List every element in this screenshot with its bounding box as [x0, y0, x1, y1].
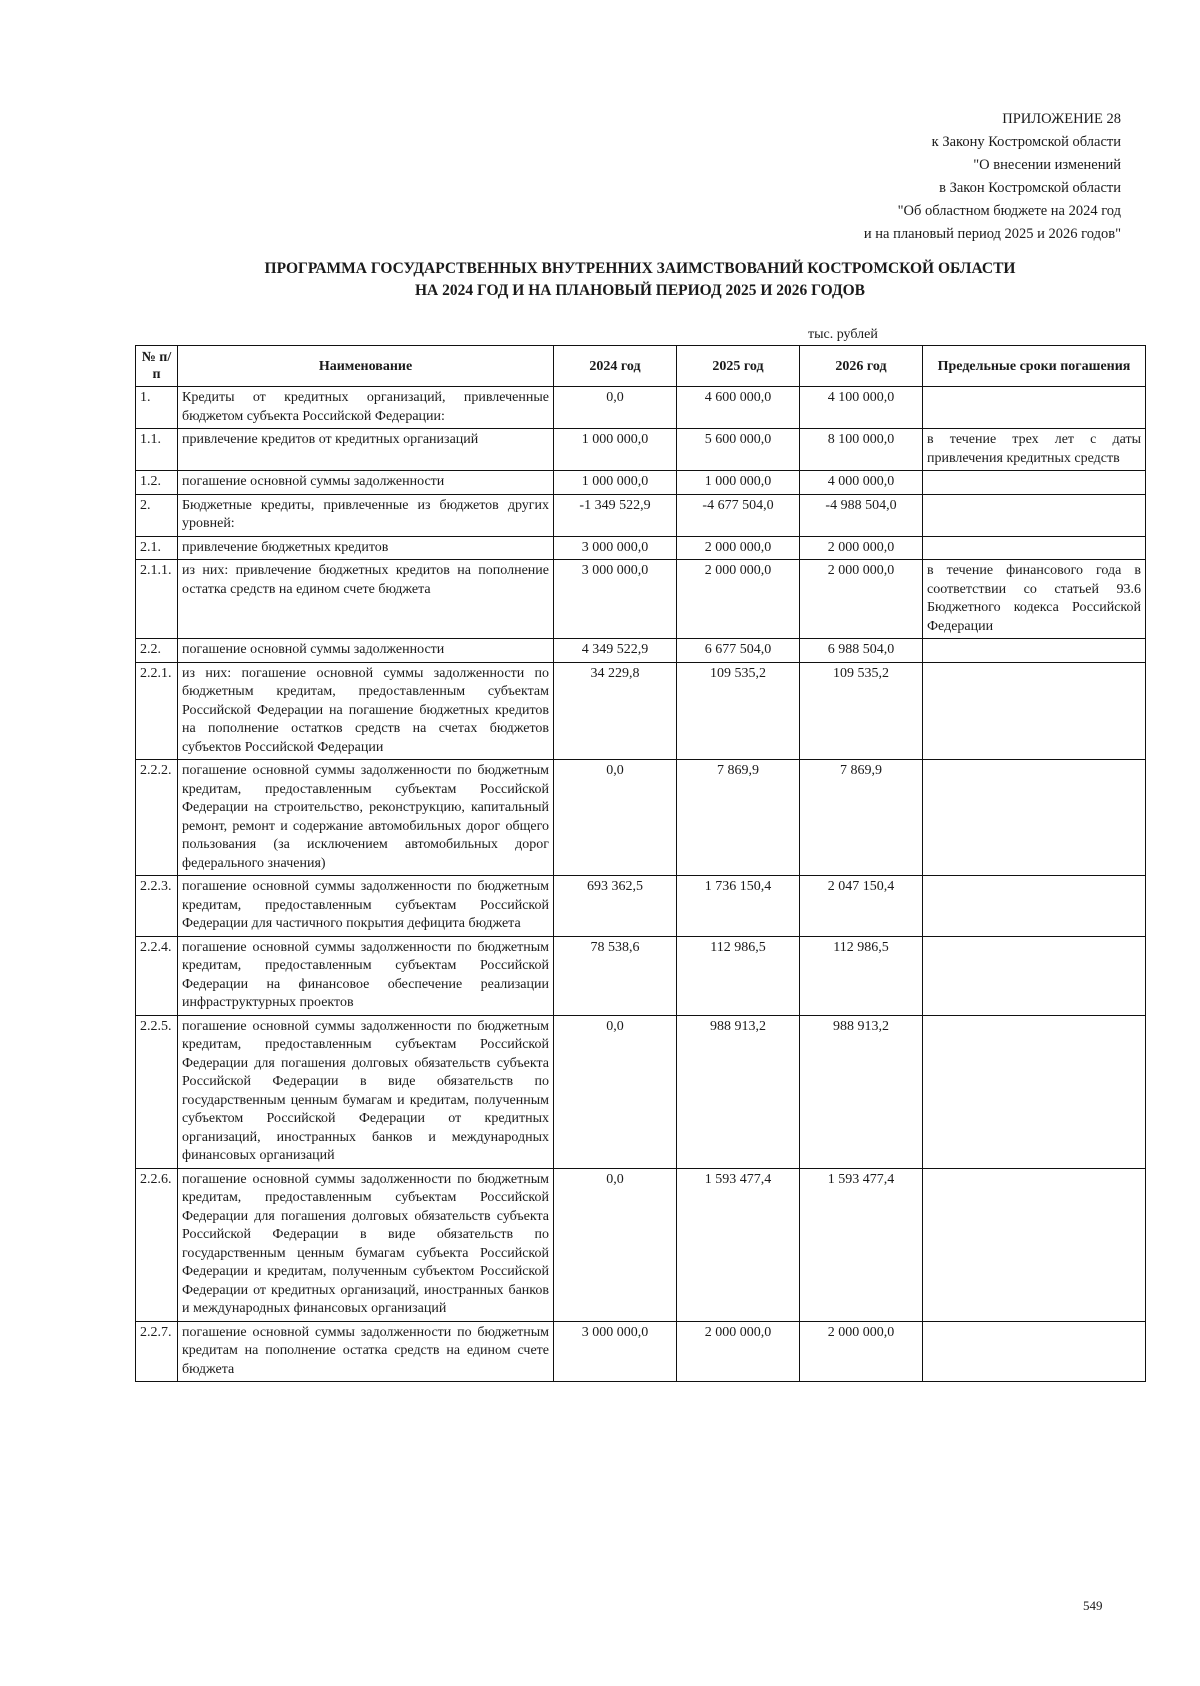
row-repayment-term [923, 760, 1146, 876]
table-row [136, 560, 1146, 639]
row-repayment-term [923, 639, 1146, 663]
row-value-2024: 0,0 [554, 1015, 677, 1168]
row-value-2024: 78 538,6 [554, 936, 677, 1015]
row-repayment-term [923, 536, 1146, 560]
row-number: 2.2.2. [136, 760, 178, 876]
column-header-num: № п/п [136, 346, 178, 387]
row-value-2026: 7 869,9 [800, 760, 923, 876]
row-value-2026: 4 000 000,0 [800, 471, 923, 495]
table-row [136, 387, 1146, 429]
row-repayment-term [923, 387, 1146, 429]
table-row [136, 1015, 1146, 1168]
row-value-2024: 693 362,5 [554, 876, 677, 937]
row-name: из них: погашение основной суммы задолженности по бюджетным кредитам, предоставленным субъектам Российской Федерации на погашение бюджетных кредитов на пополнение остатков средств на счетах бюджетов субъектов Российской Федерации [178, 662, 554, 760]
row-name: погашение основной суммы задолженности [178, 639, 554, 663]
row-number: 2.2.7. [136, 1321, 178, 1382]
row-repayment-term [923, 936, 1146, 1015]
document-title [160, 258, 1120, 302]
row-value-2025: 1 736 150,4 [677, 876, 800, 937]
appendix-law-line: к Закону Костромской области [931, 134, 1121, 150]
row-name: погашение основной суммы задолженности по бюджетным кредитам на пополнение остатка средств на едином счете бюджета [178, 1321, 554, 1382]
row-repayment-term [923, 1168, 1146, 1321]
row-value-2025: 6 677 504,0 [677, 639, 800, 663]
table-row [136, 662, 1146, 760]
column-header-name: Наименование [178, 346, 554, 387]
row-value-2025: 112 986,5 [677, 936, 800, 1015]
table-row [136, 1168, 1146, 1321]
row-value-2024: 0,0 [554, 387, 677, 429]
appendix-law-line: "Об областном бюджете на 2024 год [897, 203, 1121, 219]
row-number: 1. [136, 387, 178, 429]
row-value-2026: 112 986,5 [800, 936, 923, 1015]
row-value-2025: 5 600 000,0 [677, 429, 800, 471]
row-repayment-term: в течение трех лет с даты привлечения кредитных средств [923, 429, 1146, 471]
row-value-2025: 7 869,9 [677, 760, 800, 876]
row-value-2026: 2 000 000,0 [800, 536, 923, 560]
row-number: 2.1.1. [136, 560, 178, 639]
row-value-2025: 2 000 000,0 [677, 536, 800, 560]
table-row [136, 639, 1146, 663]
row-number: 2.2.3. [136, 876, 178, 937]
row-number: 2.2.4. [136, 936, 178, 1015]
row-number: 2.2.1. [136, 662, 178, 760]
document-title-line: НА 2024 ГОД И НА ПЛАНОВЫЙ ПЕРИОД 2025 И 2026 ГОДОВ [415, 282, 865, 299]
row-value-2026: 8 100 000,0 [800, 429, 923, 471]
row-value-2025: 1 593 477,4 [677, 1168, 800, 1321]
row-value-2025: 1 000 000,0 [677, 471, 800, 495]
row-value-2025: -4 677 504,0 [677, 494, 800, 536]
table-row [136, 936, 1146, 1015]
row-repayment-term [923, 471, 1146, 495]
row-value-2026: -4 988 504,0 [800, 494, 923, 536]
table-row [136, 1321, 1146, 1382]
row-name: привлечение бюджетных кредитов [178, 536, 554, 560]
row-name: Бюджетные кредиты, привлеченные из бюджетов других уровней: [178, 494, 554, 536]
row-name: Кредиты от кредитных организаций, привлеченные бюджетом субъекта Российской Федерации: [178, 387, 554, 429]
row-value-2025: 2 000 000,0 [677, 1321, 800, 1382]
table-row [136, 429, 1146, 471]
row-value-2026: 1 593 477,4 [800, 1168, 923, 1321]
row-value-2026: 6 988 504,0 [800, 639, 923, 663]
row-value-2024: 3 000 000,0 [554, 536, 677, 560]
appendix-law-line: "О внесении изменений [973, 157, 1121, 173]
table-row [136, 876, 1146, 937]
row-repayment-term [923, 494, 1146, 536]
row-name: погашение основной суммы задолженности [178, 471, 554, 495]
row-name: из них: привлечение бюджетных кредитов на пополнение остатка средств на едином счете бюджета [178, 560, 554, 639]
table-row [136, 471, 1146, 495]
row-repayment-term [923, 662, 1146, 760]
row-name: привлечение кредитов от кредитных организаций [178, 429, 554, 471]
row-value-2024: 0,0 [554, 1168, 677, 1321]
row-name: погашение основной суммы задолженности по бюджетным кредитам, предоставленным субъектам Российской Федерации на строительство, реконструкцию, капитальный ремонт, ремонт и содержание автомобильных дорог общего пользования (за исключением автомобильных дорог федерального значения) [178, 760, 554, 876]
row-repayment-term [923, 1015, 1146, 1168]
table-row [136, 536, 1146, 560]
row-repayment-term [923, 1321, 1146, 1382]
row-name: погашение основной суммы задолженности по бюджетным кредитам, предоставленным субъектам Российской Федерации для частичного покрытия дефицита бюджета [178, 876, 554, 937]
row-number: 2.1. [136, 536, 178, 560]
row-value-2026: 2 000 000,0 [800, 560, 923, 639]
row-name: погашение основной суммы задолженности по бюджетным кредитам, предоставленным субъектам Российской Федерации для погашения долговых обязательств субъекта Российской Федерации в виде обязательств по государственным ценным бумагам субъекта Российской Федерации и кредитам, полученным субъектом Российской Федерации от кредитных организаций, иностранных банков и международных финансовых организаций [178, 1168, 554, 1321]
row-number: 1.1. [136, 429, 178, 471]
row-value-2025: 4 600 000,0 [677, 387, 800, 429]
page-number: 549 [1083, 1598, 1103, 1613]
row-value-2025: 988 913,2 [677, 1015, 800, 1168]
row-value-2024: 4 349 522,9 [554, 639, 677, 663]
row-name: погашение основной суммы задолженности по бюджетным кредитам, предоставленным субъектам Российской Федерации на финансовое обеспечение реализации инфраструктурных проектов [178, 936, 554, 1015]
row-value-2026: 109 535,2 [800, 662, 923, 760]
appendix-law-line: и на плановый период 2025 и 2026 годов" [863, 226, 1121, 242]
document-title-line: ПРОГРАММА ГОСУДАРСТВЕННЫХ ВНУТРЕННИХ ЗАИМСТВОВАНИЙ КОСТРОМСКОЙ ОБЛАСТИ [264, 260, 1016, 277]
table-header-row [136, 346, 1146, 387]
row-value-2025: 109 535,2 [677, 662, 800, 760]
appendix-header [864, 108, 1121, 246]
row-value-2024: 1 000 000,0 [554, 429, 677, 471]
row-value-2024: 0,0 [554, 760, 677, 876]
row-repayment-term: в течение финансового года в соответствии со статьей 93.6 Бюджетного кодекса Российской Федерации [923, 560, 1146, 639]
column-header-2025: 2025 год [677, 346, 800, 387]
row-value-2024: 34 229,8 [554, 662, 677, 760]
units-label: тыс. рублей [808, 327, 878, 342]
column-header-term: Предельные сроки погашения [923, 346, 1146, 387]
column-header-2026: 2026 год [800, 346, 923, 387]
column-header-2024: 2024 год [554, 346, 677, 387]
appendix-number: ПРИЛОЖЕНИЕ 28 [1002, 111, 1121, 127]
row-value-2024: 1 000 000,0 [554, 471, 677, 495]
row-number: 2.2. [136, 639, 178, 663]
row-value-2025: 2 000 000,0 [677, 560, 800, 639]
row-value-2024: -1 349 522,9 [554, 494, 677, 536]
table-row [136, 760, 1146, 876]
row-number: 2. [136, 494, 178, 536]
row-number: 2.2.5. [136, 1015, 178, 1168]
row-value-2026: 4 100 000,0 [800, 387, 923, 429]
table-row [136, 494, 1146, 536]
row-value-2024: 3 000 000,0 [554, 1321, 677, 1382]
row-value-2024: 3 000 000,0 [554, 560, 677, 639]
row-value-2026: 988 913,2 [800, 1015, 923, 1168]
row-name: погашение основной суммы задолженности по бюджетным кредитам, предоставленным субъектам Российской Федерации для погашения долговых обязательств субъекта Российской Федерации в виде обязательств по государственным ценным бумагам и кредитам, полученным субъектом Российской Федерации от кредитных организаций, иностранных банков и международных финансовых организаций [178, 1015, 554, 1168]
appendix-law-line: в Закон Костромской области [939, 180, 1121, 196]
row-value-2026: 2 000 000,0 [800, 1321, 923, 1382]
borrowing-program-table [135, 345, 1146, 1382]
row-value-2026: 2 047 150,4 [800, 876, 923, 937]
row-number: 1.2. [136, 471, 178, 495]
row-repayment-term [923, 876, 1146, 937]
row-number: 2.2.6. [136, 1168, 178, 1321]
